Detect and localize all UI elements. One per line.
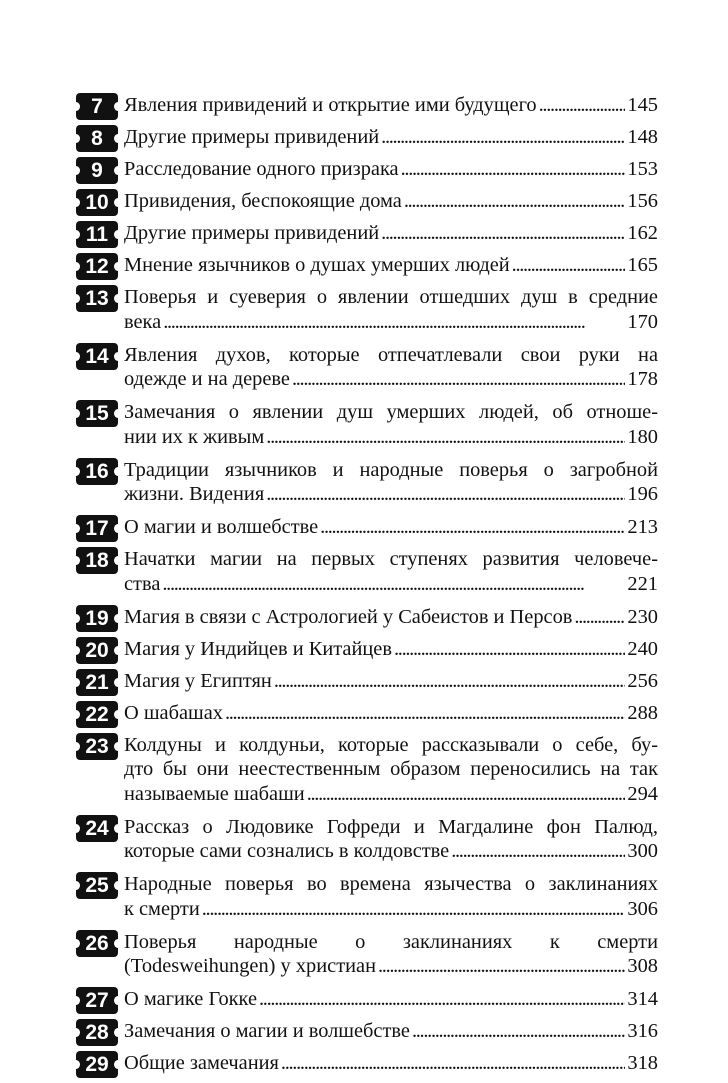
chapter-number-badge: 10 xyxy=(76,189,118,216)
toc-entry-title-line: века xyxy=(124,310,162,333)
dot-leader xyxy=(574,605,625,630)
table-of-contents xyxy=(76,93,658,1083)
chapter-number-badge: 28 xyxy=(76,1019,118,1046)
chapter-number-badge: 26 xyxy=(76,930,118,957)
page-number: 162 xyxy=(627,222,658,244)
chapter-number-badge: 15 xyxy=(76,400,118,427)
chapter-number-badge: 18 xyxy=(76,547,118,574)
dot-leader xyxy=(307,782,626,807)
page-number: 308 xyxy=(627,955,658,977)
chapter-number-badge: 22 xyxy=(76,701,118,728)
dot-leader xyxy=(378,954,625,979)
page-number: 153 xyxy=(627,158,658,180)
page-number: 240 xyxy=(627,637,658,660)
toc-entry-row xyxy=(124,897,658,922)
toc-entry-title-line: Явления духов, которые отпечатлевали свои руки на xyxy=(124,343,658,366)
toc-entry xyxy=(76,458,658,507)
toc-entry-row xyxy=(124,482,658,507)
chapter-number-badge: 9 xyxy=(76,157,118,184)
toc-entry-title-line: О магике Гокке xyxy=(124,988,258,1010)
toc-entry-title-line: Магия у Египтян xyxy=(124,669,272,692)
toc-entry-row xyxy=(124,605,658,630)
page-number: 145 xyxy=(627,94,658,116)
page-number: 170 xyxy=(627,310,658,333)
toc-entry xyxy=(76,1019,658,1044)
toc-entry-title-line: Другие примеры привидений xyxy=(124,222,380,244)
page-number: 196 xyxy=(627,483,658,505)
toc-entry xyxy=(76,125,658,150)
toc-entry xyxy=(76,637,658,662)
dot-leader xyxy=(163,310,625,335)
toc-entry xyxy=(76,221,658,246)
toc-entry-title-line: Колдуны и колдуньи, которые рассказывали о себе, бу- xyxy=(124,733,658,756)
toc-entry xyxy=(76,343,658,392)
toc-entry-row xyxy=(124,367,658,392)
chapter-number-badge: 11 xyxy=(76,221,118,248)
chapter-number-badge: 7 xyxy=(76,93,118,120)
chapter-number-badge: 24 xyxy=(76,815,118,842)
chapter-number-badge: 20 xyxy=(76,637,118,664)
dot-leader xyxy=(266,482,625,507)
dot-leader xyxy=(394,637,625,662)
toc-entry-row xyxy=(124,987,658,1012)
dot-leader xyxy=(266,425,625,450)
dot-leader xyxy=(274,669,626,694)
page-number: 306 xyxy=(627,897,658,920)
toc-entry-title-line: Замечания о явлении душ умерших людей, об отноше- xyxy=(124,401,658,423)
toc-entry-title-line: Замечания о магии и волшебстве xyxy=(124,1020,410,1042)
page-number: 294 xyxy=(627,782,658,805)
toc-entry-row xyxy=(124,669,658,694)
page-number: 288 xyxy=(627,701,658,724)
toc-entry-title-line: которые сами сознались в колдовстве xyxy=(124,840,450,862)
dot-leader xyxy=(401,157,626,182)
toc-entry-title-line: одежде и на дереве xyxy=(124,368,290,390)
toc-entry-row xyxy=(124,93,658,118)
toc-entry-row xyxy=(124,637,658,662)
toc-entry-row xyxy=(124,310,658,335)
toc-entry xyxy=(76,400,658,449)
toc-entry xyxy=(76,93,658,118)
toc-entry xyxy=(76,515,658,540)
toc-entry xyxy=(76,815,658,864)
toc-entry-row xyxy=(124,572,658,597)
chapter-number-badge: 21 xyxy=(76,669,118,696)
toc-entry xyxy=(76,547,658,596)
toc-entry-title-line: называемые шабаши xyxy=(124,782,305,805)
toc-entry-row xyxy=(124,1051,658,1076)
dot-leader xyxy=(162,572,625,597)
toc-entry xyxy=(76,1051,658,1076)
toc-entry-row xyxy=(124,157,658,182)
toc-entry xyxy=(76,669,658,694)
toc-entry-title-line: Общие замечания xyxy=(124,1052,279,1074)
toc-entry-title-line: Традиции язычников и народные поверья о загробной xyxy=(124,458,658,481)
page-number: 316 xyxy=(627,1020,658,1042)
page-number: 178 xyxy=(627,368,658,390)
dot-leader xyxy=(404,189,626,214)
toc-entry-title-line: (Todesweihungen) у христиан xyxy=(124,955,376,977)
dot-leader xyxy=(512,253,626,278)
chapter-number-badge: 12 xyxy=(76,253,118,280)
page-number: 180 xyxy=(627,425,658,448)
toc-entry xyxy=(76,253,658,278)
toc-entry-title-line: Рассказ о Людовике Гофреди и Магдалине фон Палюд, xyxy=(124,815,658,838)
toc-entry-row xyxy=(124,1019,658,1044)
toc-entry-title-line: Поверья народные о заклинаниях к смерти xyxy=(124,930,658,953)
dot-leader xyxy=(412,1019,625,1044)
toc-entry-row xyxy=(124,221,658,246)
dot-leader xyxy=(451,839,625,864)
toc-entry-row xyxy=(124,954,658,979)
toc-entry-title-line: к смерти xyxy=(124,897,200,920)
chapter-number-badge: 16 xyxy=(76,458,118,485)
page-number: 156 xyxy=(627,190,658,212)
dot-leader xyxy=(320,515,625,540)
toc-entry-title-line: Другие примеры привидений xyxy=(124,126,380,148)
toc-entry-row xyxy=(124,839,658,864)
chapter-number-badge: 23 xyxy=(76,733,118,760)
page-number: 318 xyxy=(627,1052,658,1074)
page-number: 256 xyxy=(627,669,658,692)
page-number: 213 xyxy=(627,516,658,538)
toc-entry-title-line: нии их к живым xyxy=(124,425,265,448)
toc-entry-title-line: Народные поверья во времена язычества о заклинаниях xyxy=(124,873,658,895)
dot-leader xyxy=(281,1051,625,1076)
toc-entry-title-line: Начатки магии на первых ступенях развития человече- xyxy=(124,548,658,570)
toc-entry xyxy=(76,930,658,979)
toc-entry-row xyxy=(124,425,658,450)
toc-entry-title-line: Поверья и суеверия о явлении отшедших душ в средние xyxy=(124,286,658,308)
toc-entry-title-line: О магии и волшебстве xyxy=(124,516,319,538)
toc-entry xyxy=(76,701,658,726)
page-number: 314 xyxy=(627,988,658,1010)
page-number: 230 xyxy=(627,605,658,628)
toc-entry-row xyxy=(124,125,658,150)
toc-entry xyxy=(76,157,658,182)
page-number: 165 xyxy=(627,254,658,276)
dot-leader xyxy=(292,367,625,392)
toc-entry xyxy=(76,987,658,1012)
toc-entry xyxy=(76,872,658,921)
chapter-number-badge: 14 xyxy=(76,343,118,370)
chapter-number-badge: 25 xyxy=(76,872,118,899)
dot-leader xyxy=(539,93,626,118)
toc-entry-row xyxy=(124,253,658,278)
toc-entry-row xyxy=(124,515,658,540)
page-number: 300 xyxy=(627,840,658,862)
chapter-number-badge: 8 xyxy=(76,125,118,152)
toc-entry-title-line: О шабашах xyxy=(124,701,223,724)
toc-entry xyxy=(76,285,658,334)
toc-entry-title-line: дто бы они неестественным образом переносились на так xyxy=(124,758,658,780)
toc-entry-title-line: Расследование одного призрака xyxy=(124,158,399,180)
dot-leader xyxy=(381,125,625,150)
toc-entry xyxy=(76,189,658,214)
toc-entry xyxy=(76,605,658,630)
page-number: 148 xyxy=(627,126,658,148)
toc-entry xyxy=(76,733,658,807)
chapter-number-badge: 29 xyxy=(76,1051,118,1078)
chapter-number-badge: 13 xyxy=(76,285,118,312)
dot-leader xyxy=(202,897,626,922)
toc-entry-title-line: Магия у Индийцев и Китайцев xyxy=(124,637,392,660)
toc-entry-title-line: Мнение язычников о душах умерших людей xyxy=(124,254,510,276)
chapter-number-badge: 19 xyxy=(76,605,118,632)
dot-leader xyxy=(259,987,625,1012)
toc-entry-title-line: Явления привидений и открытие ими будущего xyxy=(124,94,537,116)
dot-leader xyxy=(381,221,625,246)
toc-entry-title-line: ства xyxy=(124,572,161,595)
toc-entry-row xyxy=(124,189,658,214)
toc-entry-title-line: жизни. Видения xyxy=(124,483,265,505)
chapter-number-badge: 17 xyxy=(76,515,118,542)
chapter-number-badge: 27 xyxy=(76,987,118,1014)
toc-entry-title-line: Магия в связи с Астрологией у Сабеистов и Персов xyxy=(124,605,573,628)
page-number: 221 xyxy=(627,572,658,595)
toc-entry-row xyxy=(124,782,658,807)
dot-leader xyxy=(225,701,625,726)
toc-entry-row xyxy=(124,701,658,726)
toc-entry-title-line: Привидения, беспокоящие дома xyxy=(124,190,402,212)
